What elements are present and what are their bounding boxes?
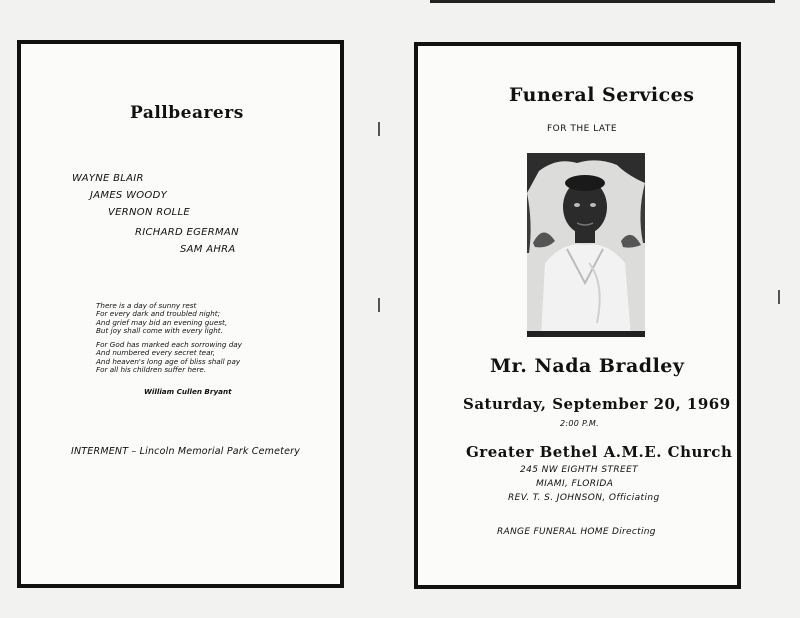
fold-mark [778,290,780,304]
poem-stanza [96,341,296,374]
portrait-photo [527,153,645,337]
poem-line: And grief may bid an evening guest, [96,317,228,327]
portrait-illustration [527,153,645,337]
interment-line: INTERMENT – Lincoln Memorial Park Cemetery [71,446,301,457]
church-address: 245 NW EIGHTH STREET [520,465,639,475]
poem-line: But joy shall come with every light. [96,325,223,335]
pallbearer-name: JAMES WOODY [90,190,168,201]
deceased-name: Mr. Nada Bradley [490,355,685,377]
memorial-poem [96,302,296,380]
fold-mark [378,298,380,312]
pallbearers-heading: Pallbearers [130,103,244,123]
poem-line: And heaven's long age of bliss shall pay [96,356,241,366]
fold-mark [378,122,380,136]
poem-line: For every dark and troubled night; [96,309,221,319]
poem-line: For God has marked each sorrowing day [96,340,242,350]
officiating-line: REV. T. S. JOHNSON, Officiating [508,493,660,503]
for-the-late-label: FOR THE LATE [547,124,618,134]
church-city: MIAMI, FLORIDA [536,479,614,489]
poem-stanza [96,302,296,335]
pallbearer-name: WAYNE BLAIR [72,173,144,184]
poem-author: William Cullen Bryant [144,387,232,396]
service-time: 2:00 P.M. [560,419,599,428]
pallbearer-name: SAM AHRA [180,244,236,255]
poem-line: For all his children suffer here. [96,365,207,375]
pallbearer-name: RICHARD EGERMAN [135,227,239,238]
top-edge-rule [430,0,775,3]
pallbearer-name: VERNON ROLLE [108,207,190,218]
program-title: Funeral Services [509,84,695,106]
service-date: Saturday, September 20, 1969 [463,395,731,413]
church-name: Greater Bethel A.M.E. Church [466,443,733,461]
poem-line: There is a day of sunny rest [96,301,197,310]
poem-line: And numbered every secret tear, [96,348,216,358]
funeral-home-line: RANGE FUNERAL HOME Directing [497,527,656,537]
